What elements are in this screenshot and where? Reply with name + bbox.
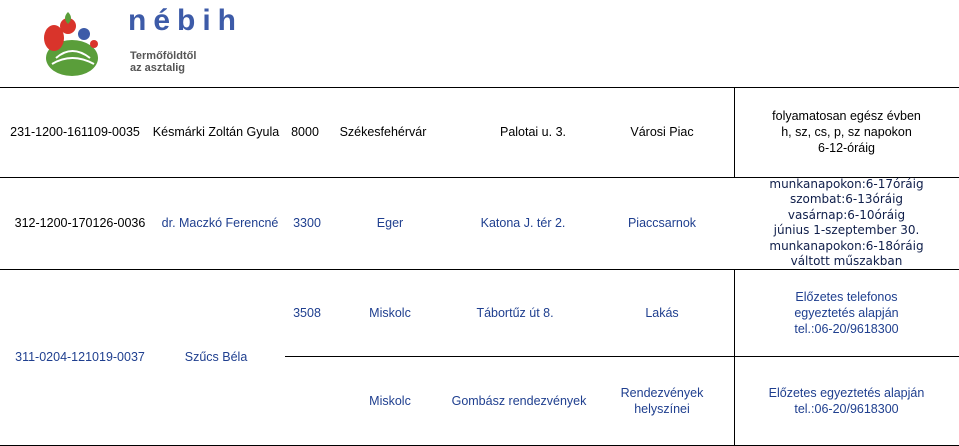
hours-line: folyamatosan egész évben bbox=[772, 109, 921, 123]
cell-id: 312-1200-170126-0036 bbox=[14, 216, 146, 230]
hours-line: váltott műszakban bbox=[790, 254, 903, 268]
hours-line: 6-12-óráig bbox=[818, 141, 875, 155]
logo-tagline: Termőföldtől az asztalig bbox=[130, 50, 197, 74]
cell-address: Gombász rendezvények bbox=[451, 393, 587, 408]
cell-zip: 3300 bbox=[293, 216, 321, 230]
cell-place: Piaccsarnok bbox=[627, 216, 697, 230]
inspectors-table bbox=[0, 87, 959, 446]
cell-name: Késmárki Zoltán Gyula bbox=[152, 125, 280, 139]
hours-line: tel.:06-20/9618300 bbox=[794, 401, 899, 416]
cell-place bbox=[590, 356, 734, 445]
hours-line: egyeztetés alapján bbox=[794, 305, 899, 320]
page-title: Nyilvántartott gombaszakellenőrök bbox=[369, 7, 591, 23]
cell-address: Katona J. tér 2. bbox=[480, 216, 566, 230]
hours-line: vasárnap:6-10óráig bbox=[787, 207, 906, 222]
cell-id: 231-1200-161109-0035 bbox=[10, 125, 140, 139]
hours-line: munkanapokon:6-17óráig bbox=[769, 176, 924, 191]
hours-line: Előzetes egyeztetés alapján bbox=[768, 385, 925, 400]
cell-hours bbox=[734, 87, 959, 177]
cell-city: Miskolc bbox=[369, 305, 411, 320]
place-line: helyszínei bbox=[634, 401, 690, 416]
hours-line: h, sz, cs, p, sz napokon bbox=[781, 125, 912, 139]
cell-name: Szűcs Béla bbox=[184, 350, 248, 364]
cell-address: Tábortűz út 8. bbox=[476, 305, 554, 320]
cell-city: Eger bbox=[376, 216, 404, 230]
hours-line: június 1-szeptember 30. bbox=[773, 223, 920, 237]
cell-hours bbox=[734, 177, 959, 269]
hours-line: munkanapokon:6-18óráig bbox=[769, 238, 924, 253]
cell-zip: 8000 bbox=[291, 125, 319, 139]
nebih-emblem-icon bbox=[38, 4, 128, 84]
cell-city: Székesfehérvár bbox=[339, 125, 427, 139]
cell-id: 311-0204-121019-0037 bbox=[15, 350, 145, 364]
hours-line: Előzetes telefonos bbox=[795, 289, 898, 304]
cell-name: dr. Maczkó Ferencné bbox=[161, 216, 279, 230]
hours-line: szombat:6-13óráig bbox=[789, 192, 904, 206]
cell-address: Palotai u. 3. bbox=[499, 125, 566, 139]
logo-wordmark: nébih bbox=[128, 4, 243, 37]
nebih-logo bbox=[38, 4, 243, 84]
page-subtitle: 2013. július bbox=[443, 24, 517, 40]
cell-hours bbox=[734, 269, 959, 356]
hours-line: tel.:06-20/9618300 bbox=[794, 321, 899, 336]
cell-zip: 3508 bbox=[293, 305, 321, 320]
cell-city: Miskolc bbox=[369, 393, 411, 408]
place-line: Rendezvények bbox=[620, 385, 704, 400]
cell-place: Városi Piac bbox=[630, 125, 694, 139]
cell-place: Lakás bbox=[645, 305, 679, 320]
cell-hours bbox=[734, 356, 959, 445]
